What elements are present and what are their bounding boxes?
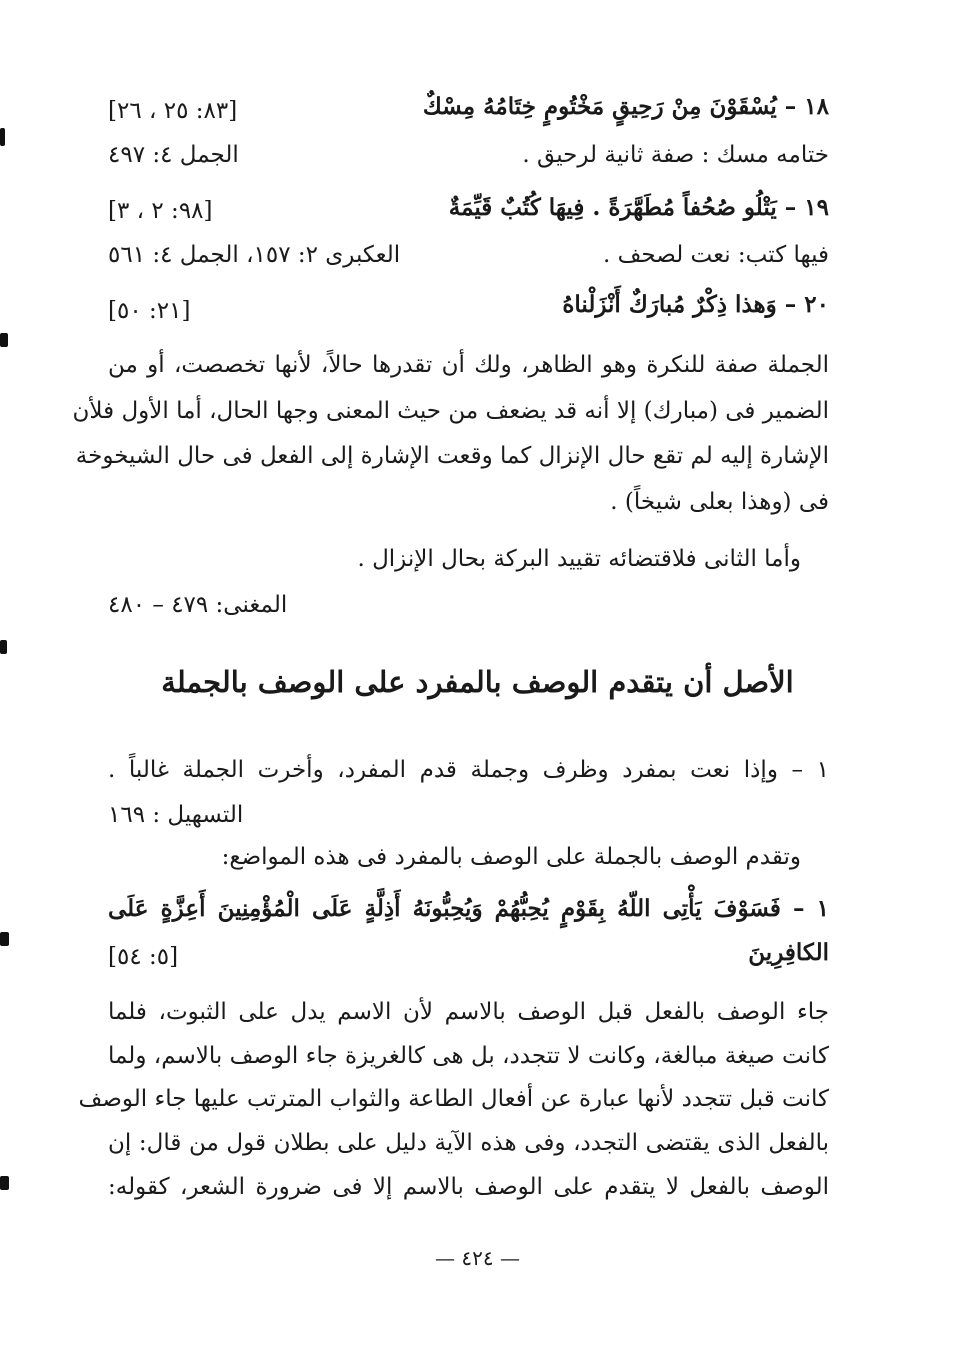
paragraph-line: بالفعل الذى يقتضى التجدد، وفى هذه الآية دليل على بطلان قول من قال: إن [108, 1130, 829, 1156]
paragraph-line: الجملة صفة للنكرة وهو الظاهر، ولك أن تقدرها حالاً، لأنها تخصصت، أو من [108, 352, 829, 378]
verse-18-note: ختامه مسك : صفة ثانية لرحيق . [522, 142, 829, 168]
scan-mark [0, 932, 9, 946]
paragraph-line: كانت قبل تتجدد لأنها عبارة عن أفعال الطاعة والثواب المترتب عليها جاء الوصف [78, 1086, 829, 1112]
verse-maida-54-end: الكافِرِينَ [748, 939, 829, 966]
verse-maida-54: ١ – فَسَوْفَ يَأْتِى اللّهُ بِقَوْمٍ يُحِبُّهُمْ وَيُحِبُّونَهُ أَذِلَّةٍ عَلَى الْمُؤْمِنِينَ أَعِزَّةٍ عَلَى [108, 895, 829, 922]
paragraph-line: فى (وهذا بعلى شيخاً) . [610, 489, 829, 515]
verse-19-note-reference: العكبرى ٢: ١٥٧، الجمل ٤: ٥٦١ [108, 242, 401, 268]
verse-18-note-reference: الجمل ٤: ٤٩٧ [108, 142, 239, 168]
intro-line: وتقدم الوصف بالجملة على الوصف بالمفرد فى هذه المواضع: [221, 844, 801, 870]
scan-mark [0, 333, 8, 347]
paragraph-line: جاء الوصف بالفعل قبل الوصف بالاسم لأن الاسم يدل على الثبوت، فلما [108, 999, 829, 1025]
scan-mark [0, 128, 5, 146]
section-heading: الأصل أن يتقدم الوصف بالمفرد على الوصف بالجملة [161, 665, 794, 699]
mughni-reference: المغنى: ٤٧٩ – ٤٨٠ [108, 592, 288, 618]
paragraph-line: الوصف بالفعل لا يتقدم على الوصف بالاسم إلا فى ضرورة الشعر، كقوله: [108, 1174, 829, 1200]
verse-19-note: فيها كتب: نعت لصحف . [602, 242, 829, 268]
paragraph-2: وأما الثانى فلاقتضائه تقييد البركة بحال الإنزال . [357, 546, 801, 572]
scan-mark [0, 640, 7, 654]
verse-18-reference: [٨٣: ٢٥ ، ٢٦] [108, 98, 238, 124]
verse-19-reference: [٩٨: ٢ ، ٣] [108, 198, 213, 224]
paragraph-line: الإشارة إليه لم تقع حال الإنزال كما وقعت الإشارة إلى الفعل فى حال الشيخوخة [75, 443, 829, 469]
verse-19: ١٩ – يَتْلُو صُحُفاً مُطَهَّرَةً . فِيهَا كُتُبٌ قَيِّمَةٌ [448, 194, 829, 221]
verse-maida-54-reference: [٥: ٥٤] [108, 944, 179, 970]
verse-20: ٢٠ – وَهذا ذِكْرٌ مُبارَكٌ أَنْزَلْناهُ [562, 291, 829, 318]
paragraph-line: الضمير فى (مبارك) إلا أنه قد يضعف من حيث المعنى وجها الحال، أما الأول فلأن [72, 398, 829, 424]
tashil-reference: التسهيل : ١٦٩ [108, 802, 244, 828]
verse-18: ١٨ – يُسْقَوْنَ مِنْ رَحِيقٍ مَخْتُومٍ خِتَامُهُ مِسْكٌ [422, 93, 829, 120]
rule-1: ١ – وإذا نعت بمفرد وظرف وجملة قدم المفرد، وأخرت الجملة غالباً . [108, 757, 829, 783]
page-number: — ٤٢٤ — [435, 1246, 520, 1270]
paragraph-line: كانت صيغة مبالغة، وكانت لا تتجدد، بل هى كالغريزة جاء الوصف بالاسم، ولما [108, 1043, 829, 1069]
verse-20-reference: [٢١: ٥٠] [108, 298, 191, 324]
scan-mark [0, 1176, 9, 1190]
